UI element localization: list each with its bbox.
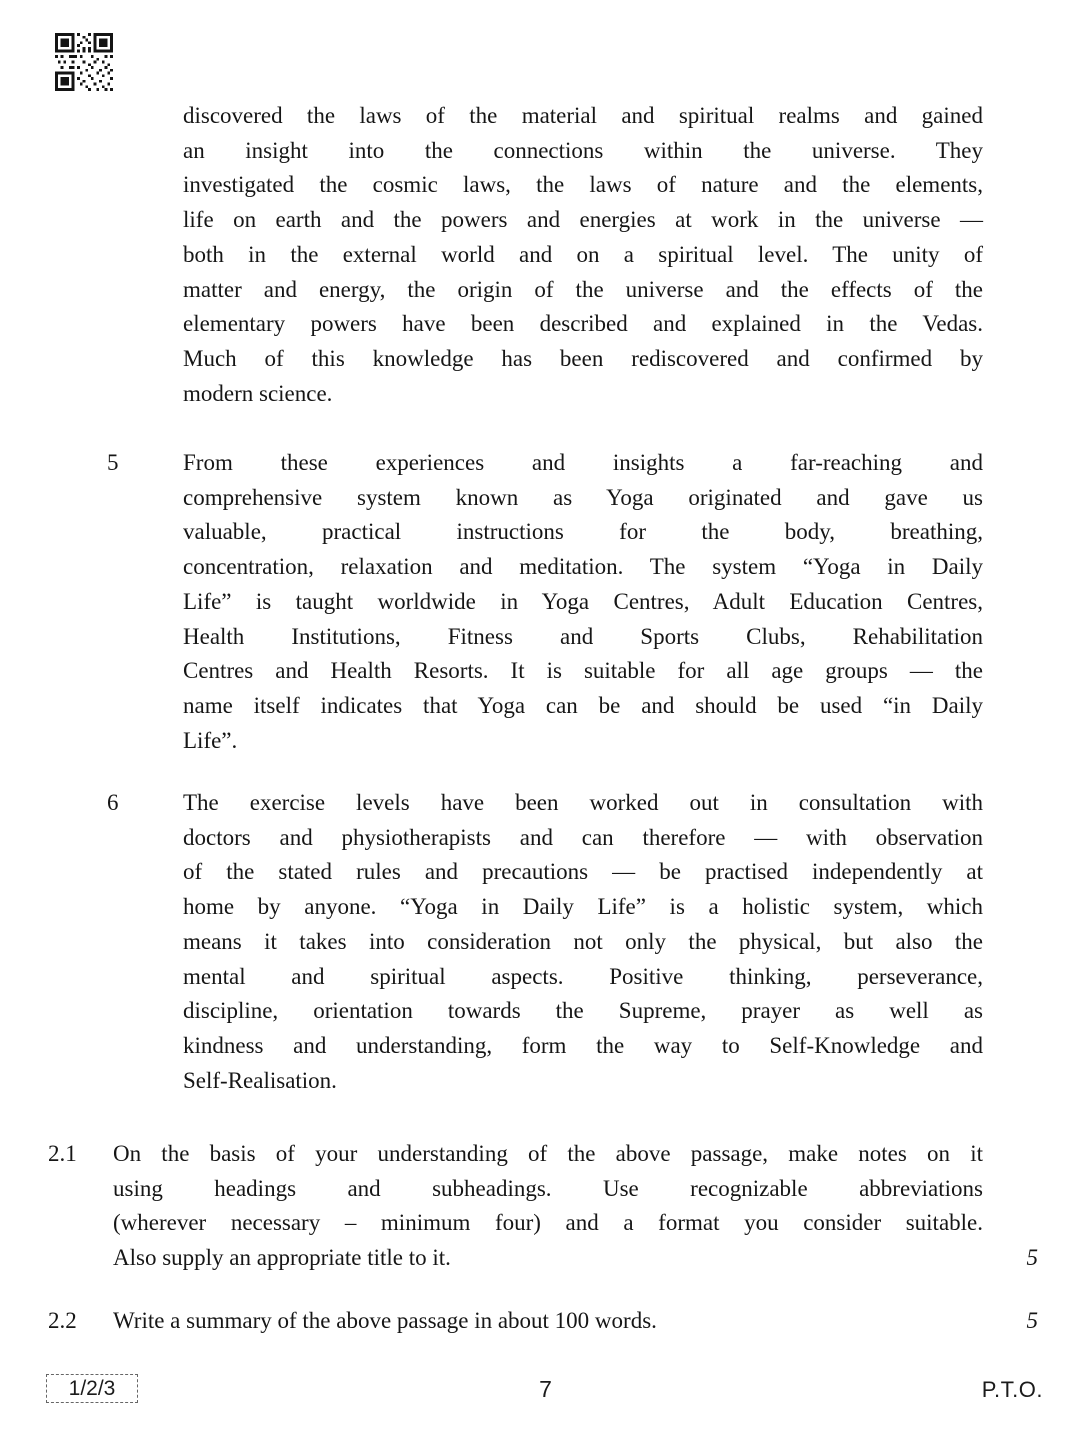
passage-paragraph-5 (107, 446, 983, 758)
question-line: using headings and subheadings. Use recognizable abbreviations (113, 1175, 983, 1201)
passage-line: life on earth and the powers and energies at work in the universe — (183, 207, 983, 233)
marks-value: 5 (1026, 1245, 1038, 1270)
question-line: Also supply an appropriate title to it. (113, 1245, 451, 1271)
passage-line: both in the external world and on a spiritual level. The unity of (183, 241, 983, 267)
passage-line: Much of this knowledge has been rediscovered and confirmed by (183, 345, 983, 371)
paper-code: 1/2/3 (68, 1376, 116, 1400)
passage-line: From these experiences and insights a far-reaching and (183, 450, 983, 475)
question-line: Write a summary of the above passage in about 100 words. (113, 1308, 657, 1333)
passage-line: mental and spiritual aspects. Positive thinking, perseverance, (183, 963, 983, 989)
pto-label: P.T.O. (981, 1377, 1043, 1402)
question-number: 2.2 (48, 1308, 77, 1333)
qr-code-icon (55, 33, 113, 91)
question-2-2 (48, 1304, 1038, 1339)
passage-line: Life” is taught worldwide in Yoga Centres, Adult Education Centres, (183, 588, 983, 614)
passage-line: elementary powers have been described and explained in the Vedas. (183, 311, 983, 337)
passage-line: home by anyone. “Yoga in Daily Life” is a holistic system, which (183, 894, 983, 920)
passage-line: investigated the cosmic laws, the laws of nature and the elements, (183, 172, 983, 198)
passage-line: name itself indicates that Yoga can be and should be used “in Daily (183, 692, 983, 718)
passage-line: of the stated rules and precautions — be practised independently at (183, 859, 983, 885)
paragraph-number: 5 (107, 450, 119, 475)
page-number: 7 (539, 1376, 552, 1402)
passage-line: The exercise levels have been worked out in consultation with (183, 790, 983, 815)
passage-line: Life”. (183, 727, 238, 753)
passage-line: an insight into the connections within the universe. They (183, 137, 983, 163)
passage-line: discovered the laws of the material and spiritual realms and gained (183, 103, 983, 128)
passage-paragraph-6 (107, 786, 983, 1098)
passage-line: Health Institutions, Fitness and Sports Clubs, Rehabilitation (183, 623, 983, 649)
passage-line: valuable, practical instructions for the body, breathing, (183, 519, 983, 545)
passage-line: kindness and understanding, form the way to Self-Knowledge and (183, 1032, 983, 1058)
passage-line: doctors and physiotherapists and can therefore — with observation (183, 824, 983, 850)
passage-line: comprehensive system known as Yoga originated and gave us (183, 484, 983, 510)
passage-line: discipline, orientation towards the Supreme, prayer as well as (183, 998, 983, 1024)
marks-value: 5 (1026, 1308, 1038, 1333)
question-2-1 (48, 1137, 1038, 1276)
passage-paragraph-4 (183, 99, 983, 411)
question-line: On the basis of your understanding of the above passage, make notes on it (113, 1141, 983, 1166)
passage-line: matter and energy, the origin of the universe and the effects of the (183, 276, 983, 302)
question-line: (wherever necessary – minimum four) and a format you consider suitable. (113, 1210, 983, 1236)
passage-line: Centres and Health Resorts. It is suitable for all age groups — the (183, 658, 983, 684)
passage-line: means it takes into consideration not only the physical, but also the (183, 928, 983, 954)
passage-line: Self-Realisation. (183, 1067, 337, 1093)
paragraph-number: 6 (107, 790, 119, 815)
passage-line: concentration, relaxation and meditation. The system “Yoga in Daily (183, 554, 983, 580)
passage-line: modern science. (183, 380, 333, 406)
question-number: 2.1 (48, 1141, 77, 1166)
